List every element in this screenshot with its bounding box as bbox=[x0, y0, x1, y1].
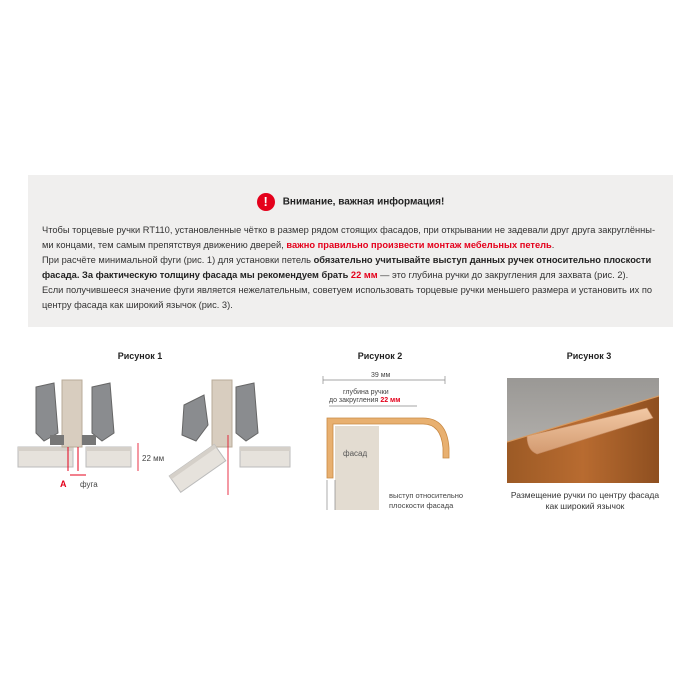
notice-bold: обязательно учитывайте выступ данных ручек относительно плоскости фасада. За фактическую толщину фасада мы рекомендуем брать bbox=[42, 255, 652, 280]
notice-text: Чтобы торцевые ручки RT110, установленные чётко в размер рядом стоящих фасадов, при открывании не задевали друг друга закруглённы-ми концами, тем самым препятствуя движению дверей, bbox=[42, 225, 656, 250]
notice-paragraph-2 bbox=[42, 253, 659, 283]
width-label: 39 мм bbox=[371, 372, 391, 379]
figure-3-caption bbox=[500, 490, 670, 512]
facade-label: фасад bbox=[343, 449, 368, 458]
figure-3-title: Рисунок 3 bbox=[566, 351, 612, 361]
figure-1-diagram bbox=[14, 375, 304, 505]
notice-panel bbox=[28, 175, 673, 327]
notice-paragraph-1 bbox=[42, 223, 659, 253]
depth-label-1: глубина ручки bbox=[343, 389, 389, 396]
depth-label-2: до закругления bbox=[329, 397, 379, 404]
figure-2-title: Рисунок 2 bbox=[357, 351, 403, 361]
notice-text: При расчёте минимальной фуги (рис. 1) для установки петель bbox=[42, 255, 314, 265]
svg-text:до закругления 22 мм bbox=[329, 397, 400, 404]
figure-3-photo bbox=[507, 378, 659, 483]
caption-line-1: Размещение ручки по центру фасада bbox=[510, 490, 660, 500]
exclamation-icon: ! bbox=[257, 193, 275, 211]
notice-header bbox=[28, 193, 673, 211]
figure-2-diagram bbox=[315, 368, 485, 518]
notice-paragraph-3: Если получившееся значение фуги является нежелательным, советуем использовать торцевые ручки меньшего размера и установить их по центру фасада как широкий язычок (рис. 3). bbox=[42, 285, 653, 310]
label-fuga: фуга bbox=[80, 480, 98, 489]
caption-line-2: как широкий язычок bbox=[545, 501, 625, 511]
label-a: A bbox=[60, 479, 67, 489]
notice-text: . bbox=[551, 240, 555, 250]
notice-emphasis: 22 мм bbox=[350, 270, 378, 280]
figure-1-title: Рисунок 1 bbox=[117, 351, 163, 361]
protrusion-label-2: плоскости фасада bbox=[389, 501, 454, 510]
depth-value: 22 мм bbox=[380, 397, 401, 404]
label-22: 22 мм bbox=[142, 454, 165, 463]
notice-emphasis: важно правильно произвести монтаж мебельных петель bbox=[286, 240, 552, 250]
notice-text: — это глубина ручки до закругления для захвата (рис. 2). bbox=[377, 270, 629, 280]
notice-body bbox=[42, 223, 659, 313]
notice-title: Внимание, важная информация! bbox=[282, 196, 445, 208]
protrusion-label-1: выступ относительно bbox=[389, 491, 464, 500]
